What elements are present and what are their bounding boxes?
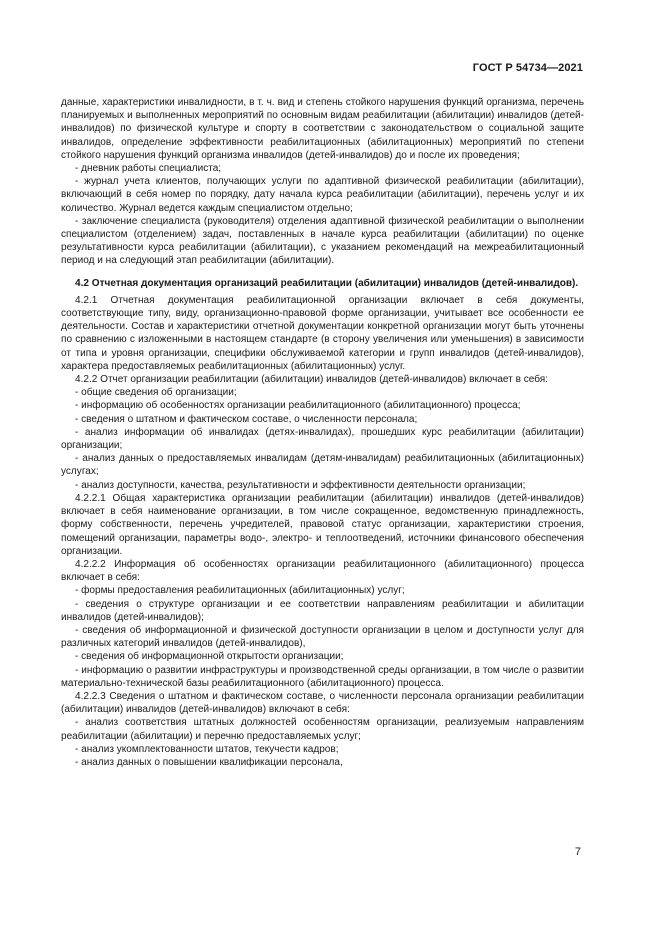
section-heading-4-2: 4.2 Отчетная документация организаций реабилитации (абилитации) инвалидов (детей-инвалидов). xyxy=(75,277,579,289)
paragraph: 4.2.2.3 Сведения о штатном и фактическом составе, о численности персонала организации реабилитации (абилитации) инвалидов (детей-инвалидов) включают в себя: xyxy=(61,690,584,716)
list-item: - информацию об особенностях организации реабилитационного (абилитационного) процесса; xyxy=(75,400,521,412)
paragraph: данные, характеристики инвалидности, в т. ч. вид и степень стойкого нарушения функций организма, перечень планируемых и выполненных мероприятий по основным видам реабилитации (абилитации) инвалидов (детей-инвалидов) по физической культуре и спорту в соответствии с законодательством о социальной защите инвалидов, определение эффективности реабилитационных (абилитационных) мероприятий по степени стойкого нарушения функций организма инвалидов (детей-инвалидов) до и после их проведения; xyxy=(61,97,584,161)
page-number: 7 xyxy=(574,846,581,858)
list-item: - анализ доступности, качества, результативности и эффективности деятельности организации; xyxy=(75,479,526,491)
document-body xyxy=(61,96,584,769)
list-item: - анализ данных о повышении квалификации персонала, xyxy=(75,756,343,768)
paragraph: 4.2.1 Отчетная документация реабилитационной организации включает в себя документы, соответствующие типу, виду, организационно-правовой форме организации, учитывает все особенности ее деятельности. Состав и характеристики отчетной документации конкретной организации могут быть уточнены по сравнению с изложенными в настоящем стандарте (в сторону увеличения или уменьшения) в зависимости от типа и уровня организации, специфики обслуживаемой категории и групп инвалидов (детей-инвалидов), характера предоставляемых реабилитационных (абилитационных) услуг. xyxy=(61,294,584,372)
list-item: - формы предоставления реабилитационных (абилитационных) услуг; xyxy=(75,585,405,597)
list-item: - журнал учета клиентов, получающих услуги по адаптивной физической реабилитации (абилитации), включающий в себя номер по порядку, дату начала курса реабилитации (абилитации), перечень услуг и их количество. Журнал ведется каждым специалистом отдельно; xyxy=(61,176,584,214)
list-item: - анализ данных о предоставляемых инвалидам (детям-инвалидам) реабилитационных (абилитационных) услугах; xyxy=(61,453,584,478)
document-id-header: ГОСТ Р 54734—2021 xyxy=(472,62,583,74)
paragraph: 4.2.2.2 Информация об особенностях организации реабилитационного (абилитационного) процесса включает в себя: xyxy=(61,558,584,584)
list-item: - заключение специалиста (руководителя) отделения адаптивной физической реабилитации о выполнении специалистом (отделением) задач, поставленных в начале курса реабилитации (абилитации) по оценке результативности курса реабилитации (абилитации), с указанием рекомендаций на межреабилитационный период и на следующий этап реабилитации (абилитации). xyxy=(61,215,584,267)
list-item: - анализ соответствия штатных должностей особенностям организации, реализуемым направлениям реабилитации (абилитации) и перечню предоставляемых услуг; xyxy=(61,717,584,742)
list-item: - сведения о структуре организации и ее соответствии направлениям реабилитации и абилитации инвалидов (детей-инвалидов); xyxy=(61,598,584,623)
list-item: - сведения о штатном и фактическом составе, о численности персонала; xyxy=(75,413,418,425)
list-item: - анализ укомплектованности штатов, текучести кадров; xyxy=(75,743,339,755)
list-item: - общие сведения об организации; xyxy=(75,387,237,399)
list-item: - сведения об информационной открытости организации; xyxy=(75,651,344,663)
paragraph: 4.2.2 Отчет организации реабилитации (абилитации) инвалидов (детей-инвалидов) включает в себя: xyxy=(75,374,548,386)
list-item: - сведения об информационной и физической доступности организации в целом и доступности услуг для различных категорий инвалидов (детей-инвалидов), xyxy=(61,624,584,650)
list-item: - дневник работы специалиста; xyxy=(75,163,222,175)
paragraph: 4.2.2.1 Общая характеристика организации реабилитации (абилитации) инвалидов (детей-инвалидов) включает в себя наименование организации, в том числе сокращенное, ведомственную принадлежность, форму собственности, перечень учредителей, правовой статус организации, характеристики строения, помещений организации, параметры водо-, электро- и теплоотведений, источники финансового обеспечения организации. xyxy=(61,492,584,557)
list-item: - анализ информации об инвалидах (детях-инвалидах), прошедших курс реабилитации (абилитации) организации; xyxy=(61,426,584,452)
list-item: - информацию о развитии инфраструктуры и производственной среды организации, в том числе о развитии материально-технической базы реабилитационного (абилитационного) процесса. xyxy=(61,664,584,689)
